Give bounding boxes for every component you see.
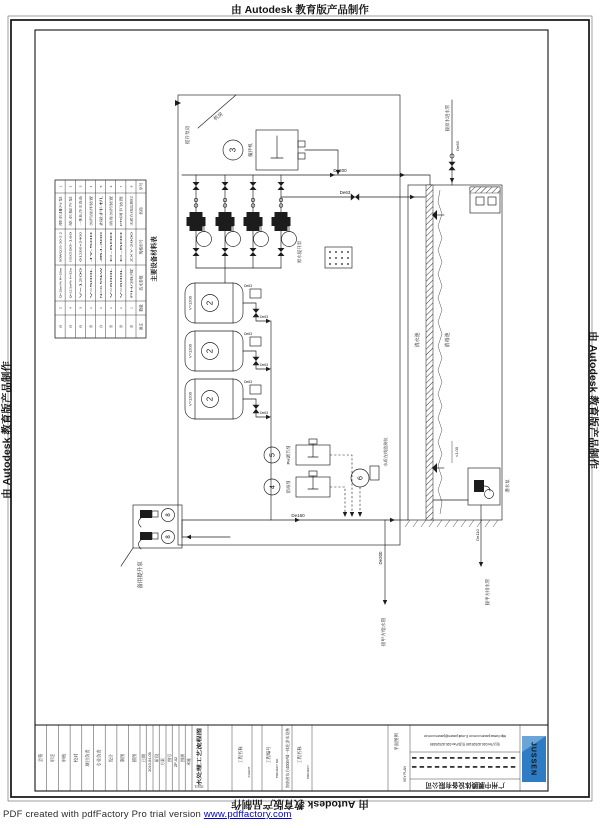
table-cell: 7: [119, 185, 124, 188]
pipe-label-branch: De63: [259, 315, 269, 319]
unit-volume: V=1200: [187, 344, 193, 358]
titleblock-sign-label: 项目负责: [85, 749, 91, 767]
table-cell: 1: [58, 185, 63, 188]
mixer-tag-number: 3: [228, 147, 238, 153]
titleblock-field-value: 方案: [161, 758, 166, 766]
outlet-pipe: [378, 520, 387, 646]
table-cell: 1: [98, 307, 103, 309]
online-monitor-unit: [351, 437, 389, 517]
titleblock-field-label: 阶段: [153, 753, 159, 763]
table-cell: ZXY-2000: [129, 248, 134, 262]
submersible-pump-pit: [433, 468, 511, 605]
pipe-label-inlet: De63: [455, 141, 460, 151]
pdffactory-link[interactable]: www.pdffactory.com: [203, 809, 292, 820]
table-cell: 潜水排污泵: [58, 210, 63, 226]
pipe-label-branch: De63: [243, 332, 253, 336]
keyplan-label-en: KEY PLAN: [403, 766, 407, 782]
ph-tag-number: 5: [269, 453, 277, 457]
project-no-label: 工程编号: [266, 746, 271, 764]
pdffactory-note: PDF created with pdfFactory Pro trial version: [3, 809, 204, 820]
pipe-label-branch: De63: [243, 380, 253, 384]
table-header-cell: 名称: [139, 207, 144, 215]
table-cell: 加药搅拌装置: [88, 207, 93, 226]
table-cell: V=1200: [78, 287, 83, 298]
table-cell: Q=12.5m³/h H=32m: [68, 270, 73, 298]
table-cell: 台: [98, 324, 103, 329]
standby-pump-label: 备用提升泵: [138, 561, 144, 589]
table-cell: 套: [119, 324, 124, 329]
table-header-cell: 序号: [139, 182, 144, 191]
table-cell: C-600: [119, 253, 124, 262]
equipment-table-title: 主要设备材料表: [151, 236, 158, 282]
pipe-label-branch: De63: [259, 411, 269, 415]
autodesk-watermarks: [0, 3, 600, 811]
table-cell: PH调节装置: [119, 209, 124, 226]
purifier-unit-1: [185, 283, 271, 323]
table-cell: C-600: [109, 253, 114, 262]
raw-water-inlet: [444, 100, 460, 185]
titleblock-field-value: 2010-04-05: [148, 752, 153, 772]
client-label-en: CLIENT: [247, 766, 251, 778]
page-borders: [8, 16, 592, 801]
control-panel: [325, 247, 352, 268]
table-cell: 1: [109, 307, 114, 309]
tank2-label: 消毒池: [445, 332, 451, 348]
purifier-unit-3: [185, 379, 271, 419]
pipe-manifolds: [182, 168, 430, 201]
outlet-note: 接甲方给水管: [382, 617, 387, 647]
unit-volume: V=1200: [187, 296, 193, 310]
pipe-label-bottom: De160: [291, 513, 305, 518]
pdffactory-footer: [3, 809, 292, 820]
titleblock-sign-label: 制图: [120, 753, 126, 763]
table-cell: 50WQ15-20-2.2: [58, 239, 63, 262]
table-cell: 8: [129, 185, 134, 188]
table-cell: 台: [78, 324, 83, 329]
table-cell: V=600L: [109, 287, 114, 298]
chemical-dosing-units: [264, 439, 354, 517]
company-name: 广州中膜膜体设备有限公司: [425, 781, 505, 788]
submersible-pump-label: 潜水泵: [505, 479, 510, 493]
titleblock-sign-label: 审定: [49, 753, 55, 763]
table-cell: 2: [58, 307, 63, 309]
table-cell: 台: [58, 324, 63, 329]
pipe-label-branch: De63: [243, 284, 253, 288]
contact-line-2: 电话/Tel:020-82525189 传真/Fax:020-82525289: [429, 742, 501, 746]
room-label: 机房: [212, 111, 225, 123]
mixer-label: 搅拌机: [248, 143, 253, 157]
table-cell: 原水提升泵: [68, 210, 73, 226]
contact-line-1: http://www.jussen.com.cn E-mail:jussen@jussen.com.cn: [423, 734, 507, 738]
tank-label: 清水池: [415, 332, 421, 348]
table-cell: 套: [109, 324, 114, 329]
standby-tag-number: 8: [166, 513, 172, 517]
unit-tag-number: 2: [205, 300, 215, 306]
titleblock-field-label: 图别: [179, 753, 185, 763]
purifier-unit-2: [185, 331, 271, 371]
project-name-value: 海南省东方400m³/d一体化净水设备: [285, 722, 290, 788]
table-cell: 5: [98, 185, 103, 188]
titleblock-sign-label: 描图: [131, 753, 137, 763]
table-header-cell: 技术参数: [139, 275, 144, 291]
pipe-label-main: De200: [333, 168, 347, 173]
standby-tag-number: 8: [166, 535, 172, 539]
table-cell: PH/浊度: [129, 286, 134, 298]
chlorine-dosing-label: 消毒剂: [286, 480, 291, 494]
pipe-label-drain: De110: [475, 529, 480, 541]
table-cell: 3: [78, 185, 83, 188]
table-cell: 2: [68, 185, 73, 188]
watermark-top: 由 Autodesk 教育版产品制作: [231, 4, 369, 16]
title-block: [35, 722, 548, 791]
inlet-note: 接原水进水管: [445, 104, 450, 132]
watermark-bottom: 由 Autodesk 教育版产品制作: [231, 798, 369, 810]
titleblock-sign-label: 审核: [61, 753, 67, 763]
pipe-label-dose: De63: [339, 190, 351, 195]
client-label: 工程名称: [238, 746, 243, 764]
project-label: 工程名称: [297, 746, 302, 764]
table-cell: 3: [78, 307, 83, 309]
keyplan-label: 平面图例: [394, 733, 399, 751]
titleblock-field-label: 图号: [166, 753, 172, 763]
water-level-label: ≈1.00: [454, 447, 459, 457]
standby-pump-station: [121, 505, 182, 589]
ph-dosing-label: PH调节剂: [286, 445, 291, 465]
table-cell: JBJ-300: [98, 250, 103, 262]
table-cell: 一体化净水设备: [78, 204, 83, 226]
pump-room-label: 提升泵房: [185, 125, 190, 145]
titleblock-sign-label: 会签: [38, 753, 44, 763]
table-header-cell: 备注: [139, 322, 144, 331]
titleblock-sign-label: 设计: [108, 753, 114, 763]
table-cell: 消毒加药装置: [109, 207, 114, 226]
lift-pump-group: [187, 175, 353, 283]
table-cell: 4: [68, 307, 73, 309]
machine-room: [175, 95, 400, 545]
table-cell: JY-500: [88, 252, 93, 262]
bottom-manifold: [182, 513, 408, 539]
project-label-en: PROJECT: [306, 764, 310, 780]
table-header-cell: 数量: [139, 304, 144, 312]
table-cell: 套: [129, 324, 134, 329]
table-cell: 搅拌机: [98, 216, 103, 226]
project-no-label-en: PROJECT NO.: [275, 757, 279, 779]
watermark-left: 由 Autodesk 教育版产品制作: [1, 361, 13, 499]
table-cell: Φ1200×2400: [78, 243, 83, 262]
table-cell: N=0.55kW: [98, 283, 103, 298]
logo-text: JUSSEN: [529, 741, 537, 777]
table-cell: V=500L: [88, 287, 93, 298]
watermark-right: 由 Autodesk 教育版产品制作: [587, 331, 599, 469]
unit-tag-number: 2: [205, 396, 215, 402]
drawing-title-en: TITLE: [194, 785, 204, 789]
table-cell: 1: [88, 307, 93, 309]
dosing-mixer-unit: [223, 130, 340, 175]
drain-note: 接甲方排水管: [485, 578, 490, 606]
process-flow-diagram: [121, 95, 511, 646]
table-cell: Q=15m³/h H=20m: [58, 273, 63, 298]
monitor-tag-number: 6: [357, 476, 365, 480]
lift-pump-label: 原水提升泵: [297, 240, 302, 264]
table-cell: 套: [88, 324, 93, 329]
table-cell: 4: [88, 185, 93, 188]
titleblock-sign-label: 专业负责: [96, 749, 102, 767]
titleblock-sign-label: 校对: [73, 753, 79, 763]
drawing-title: 水处理工艺流程图: [197, 745, 203, 786]
titleblock-field-label: 日期: [140, 753, 146, 763]
table-cell: V=600L: [119, 287, 124, 298]
equipment-table: [55, 180, 158, 338]
table-header-cell: 规格型号: [139, 239, 144, 255]
table-cell: 1: [119, 307, 124, 309]
company-contact-block: [410, 734, 520, 790]
monitor-label: 水质在线监测仪: [383, 437, 388, 467]
pipe-label-branch: De63: [259, 363, 269, 367]
unit-volume: V=1200: [187, 392, 193, 406]
table-cell: 6: [109, 185, 114, 188]
company-logo: [522, 736, 546, 782]
titleblock-field-value: 水施: [187, 758, 192, 766]
table-cell: 水质在线监测仪: [129, 204, 134, 226]
clear-water-tank: [405, 185, 502, 527]
table-cell: ISG50-160: [68, 247, 73, 262]
table-cell: 台: [68, 324, 73, 329]
pipe-label-outlet: De200: [378, 551, 383, 565]
titleblock-field-value: ZP-02: [174, 756, 179, 768]
table-cell: 1: [129, 307, 134, 309]
unit-tag-number: 2: [205, 348, 215, 354]
chlorine-tag-number: 4: [269, 485, 277, 489]
